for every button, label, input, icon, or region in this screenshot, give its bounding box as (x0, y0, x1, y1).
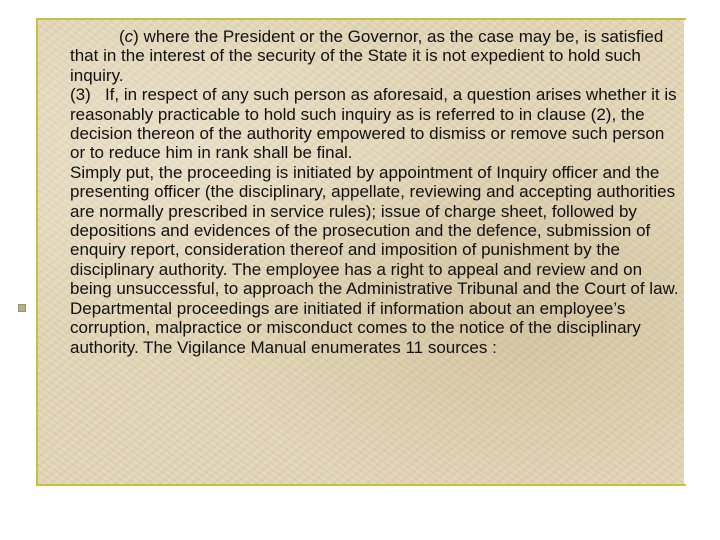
clause-c-letter: c (124, 27, 134, 46)
clause-c-prefix: ( (119, 27, 125, 46)
clause-c-text: ) where the President or the Governor, as the case may be, is satisfied that in the interest of the security of the State it is not expedient to hold such inquiry. (70, 27, 664, 85)
slide-body-text (70, 27, 682, 357)
summary-paragraph: Simply put, the proceeding is initiated by appointment of Inquiry officer and the presenting officer (the disciplinary, appellate, reviewing and accepting authorities are normally prescribed in service rules); issue of charge sheet, followed by depositions and evidences of the prosecution and the defence, submission of enquiry report, consideration thereof and imposition of punishment by the disciplinary authority. The employee has a right to appeal and review and on being unsuccessful, to approach the Administrative Tribunal and the Court of law. (70, 162, 679, 299)
frame-bottom-rule (36, 484, 686, 486)
bullet-item-departmental-proceedings (70, 299, 682, 357)
square-bullet-icon (18, 304, 26, 312)
bullet-text: Departmental proceedings are initiated if information about an employee’s corruption, malpractice or misconduct comes to the notice of the disciplinary authority. The Vigilance Manual enumerates 11 sources : (70, 298, 641, 357)
clause-c-paragraph (70, 27, 682, 85)
clause-3-paragraph: (3) If, in respect of any such person as aforesaid, a question arises whether it is reasonably practicable to hold such inquiry as is referred to in clause (2), the decision thereon of the authority empowered to dismiss or remove such person or to reduce him in rank shall be final. (70, 85, 682, 163)
